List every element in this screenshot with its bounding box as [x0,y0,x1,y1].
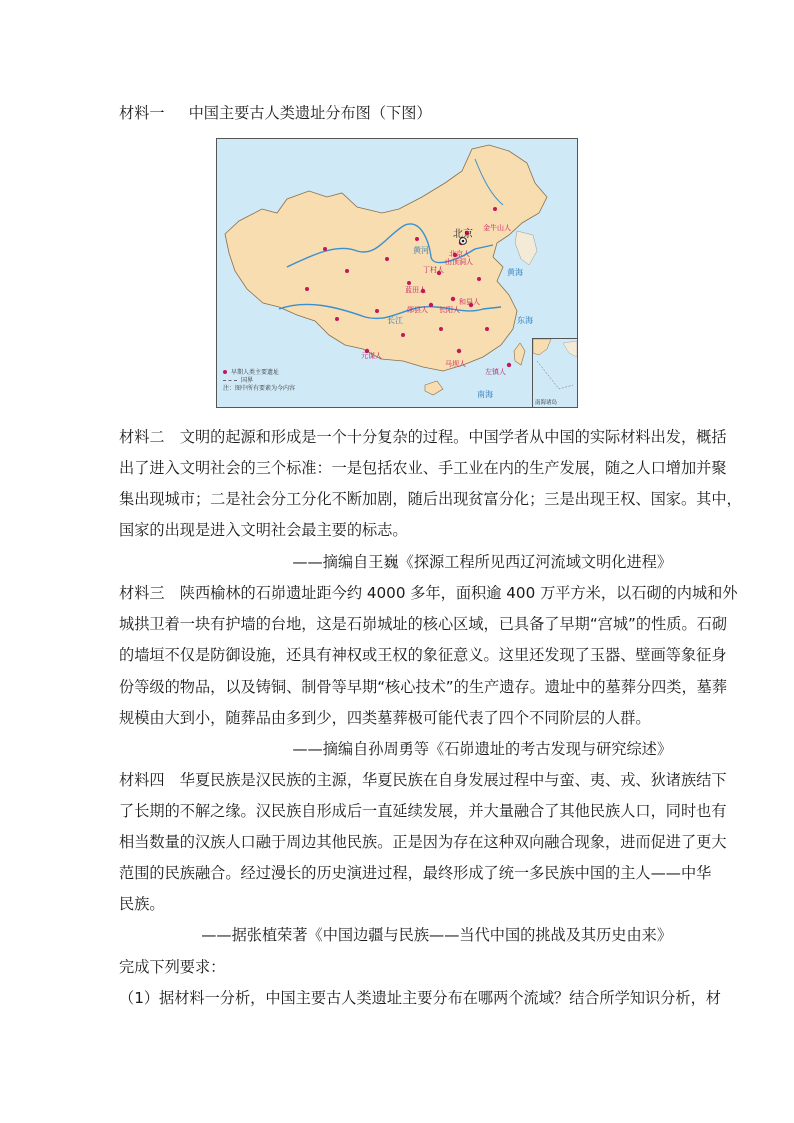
requirements-heading: 完成下列要求： [119,958,226,976]
korea-peninsula [515,231,537,265]
material4-line-4: 范围的民族融合。经过漫长的历史演进过程，最终形成了统一多民族中国的主人——中华 [119,864,712,882]
map-site-hexian: 和县人 [459,298,480,306]
inset-label: 南海诸岛 [535,400,558,406]
material3-line-4: 份等级的物品，以及铸铜、制骨等早期“核心技术”的生产遗存。遗址中的墓葬分四类，墓葬 [119,678,728,696]
map-site-jinniushan: 金牛山人 [483,224,511,232]
map-capital-label: 北京 [453,229,473,240]
map-sea-yellow: 黄海 [507,268,523,277]
material4-source: ——据张植荣著《中国边疆与民族——当代中国的挑战及其历史由来》 [201,926,672,944]
site-distribution-map [216,138,578,408]
map-site-changyang: 长阳人 [439,306,460,314]
map-river-changjiang: 长江 [387,316,403,325]
material1-label: 材料一 [119,104,165,122]
map-site-zuozhen: 左镇人 [485,368,506,376]
map-legend [223,369,295,393]
taiwan-island [514,343,525,365]
south-sea-inset [532,338,577,407]
material4-line-3: 相当数量的汉族人口融于周边其他民族。正是因为存在这种双向融合现象，进而促进了更大 [119,833,727,851]
material2-line-1: 材料二 文明的起源和形成是一个十分复杂的过程。中国学者从中国的实际材料出发，概括 [119,428,727,446]
map-sea-south: 南海 [477,390,493,399]
map-site-lantian: 蓝田人 [405,286,426,294]
map-site-maba: 马坝人 [445,360,466,368]
material2-line-3: 集出现城市；二是社会分工分化不断加剧，随后出现贫富分化；三是出现王权、国家。其中， [119,490,742,508]
map-site-dingcun: 丁村人 [423,266,444,274]
question-1: （1）据材料一分析，中国主要古人类遗址主要分布在哪两个流域？结合所学知识分析，材 [119,989,721,1007]
map-site-beijingren: 北京人 [449,250,470,258]
map-site-yuanmou: 元谋人 [361,352,382,360]
legend-note: 注：图中所有要素为今内容 [223,385,296,392]
material2-line-2: 出了进入文明社会的三个标准：一是包括农业、手工业在内的生产发展，随之人口增加并聚 [119,459,727,477]
legend-site-label: 早期人类主要遗址 [231,369,280,376]
material2-source: ——摘编自王巍《探源工程所见西辽河流域文明化进程》 [292,553,672,571]
material3-line-2: 城拱卫着一块有护墙的台地，这是石峁城址的核心区域，已具备了早期“宫城”的性质。石砌 [119,615,728,633]
material3-line-1: 材料三 陕西榆林的石峁遗址距今约 4000 多年，面积逾 400 万平方米，以石砌的内城和外 [119,584,738,602]
map-site-shandingdong: 山顶洞人 [445,258,473,266]
inset-drawing [533,339,577,397]
material3-line-5: 规模由大到小，随葬品由多到少，四类墓葬极可能代表了四个不同阶层的人群。 [119,709,651,727]
material1-text: 中国主要古人类遗址分布图（下图） [188,104,432,122]
material1-heading [119,103,432,123]
map-river-huanghe: 黄河 [413,246,429,255]
material2-line-4: 国家的出现是进入文明社会最主要的标志。 [119,521,408,539]
legend-border-label: 国界 [241,377,254,384]
hainan-island [425,381,443,395]
material3-source: ——摘编自孙周勇等《石峁遗址的考古发现与研究综述》 [292,740,672,758]
material3-line-3: 的墙垣不仅是防御设施，还具有神权或王权的象征意义。这里还发现了玉器、壁画等象征身 [119,646,727,664]
map-site-yunxian: 郧县人 [407,306,428,314]
map-drawing [217,139,577,407]
map-sea-east: 东海 [517,316,533,325]
material4-line-2: 了长期的不解之缘。汉民族自形成后一直延续发展，并大量融合了其他民族人口，同时也有 [119,802,727,820]
material4-line-1: 材料四 华夏民族是汉民族的主源，华夏民族在自身发展过程中与蛮、夷、戎、狄诸族结下 [119,771,727,789]
material4-line-5: 民族。 [119,895,165,913]
